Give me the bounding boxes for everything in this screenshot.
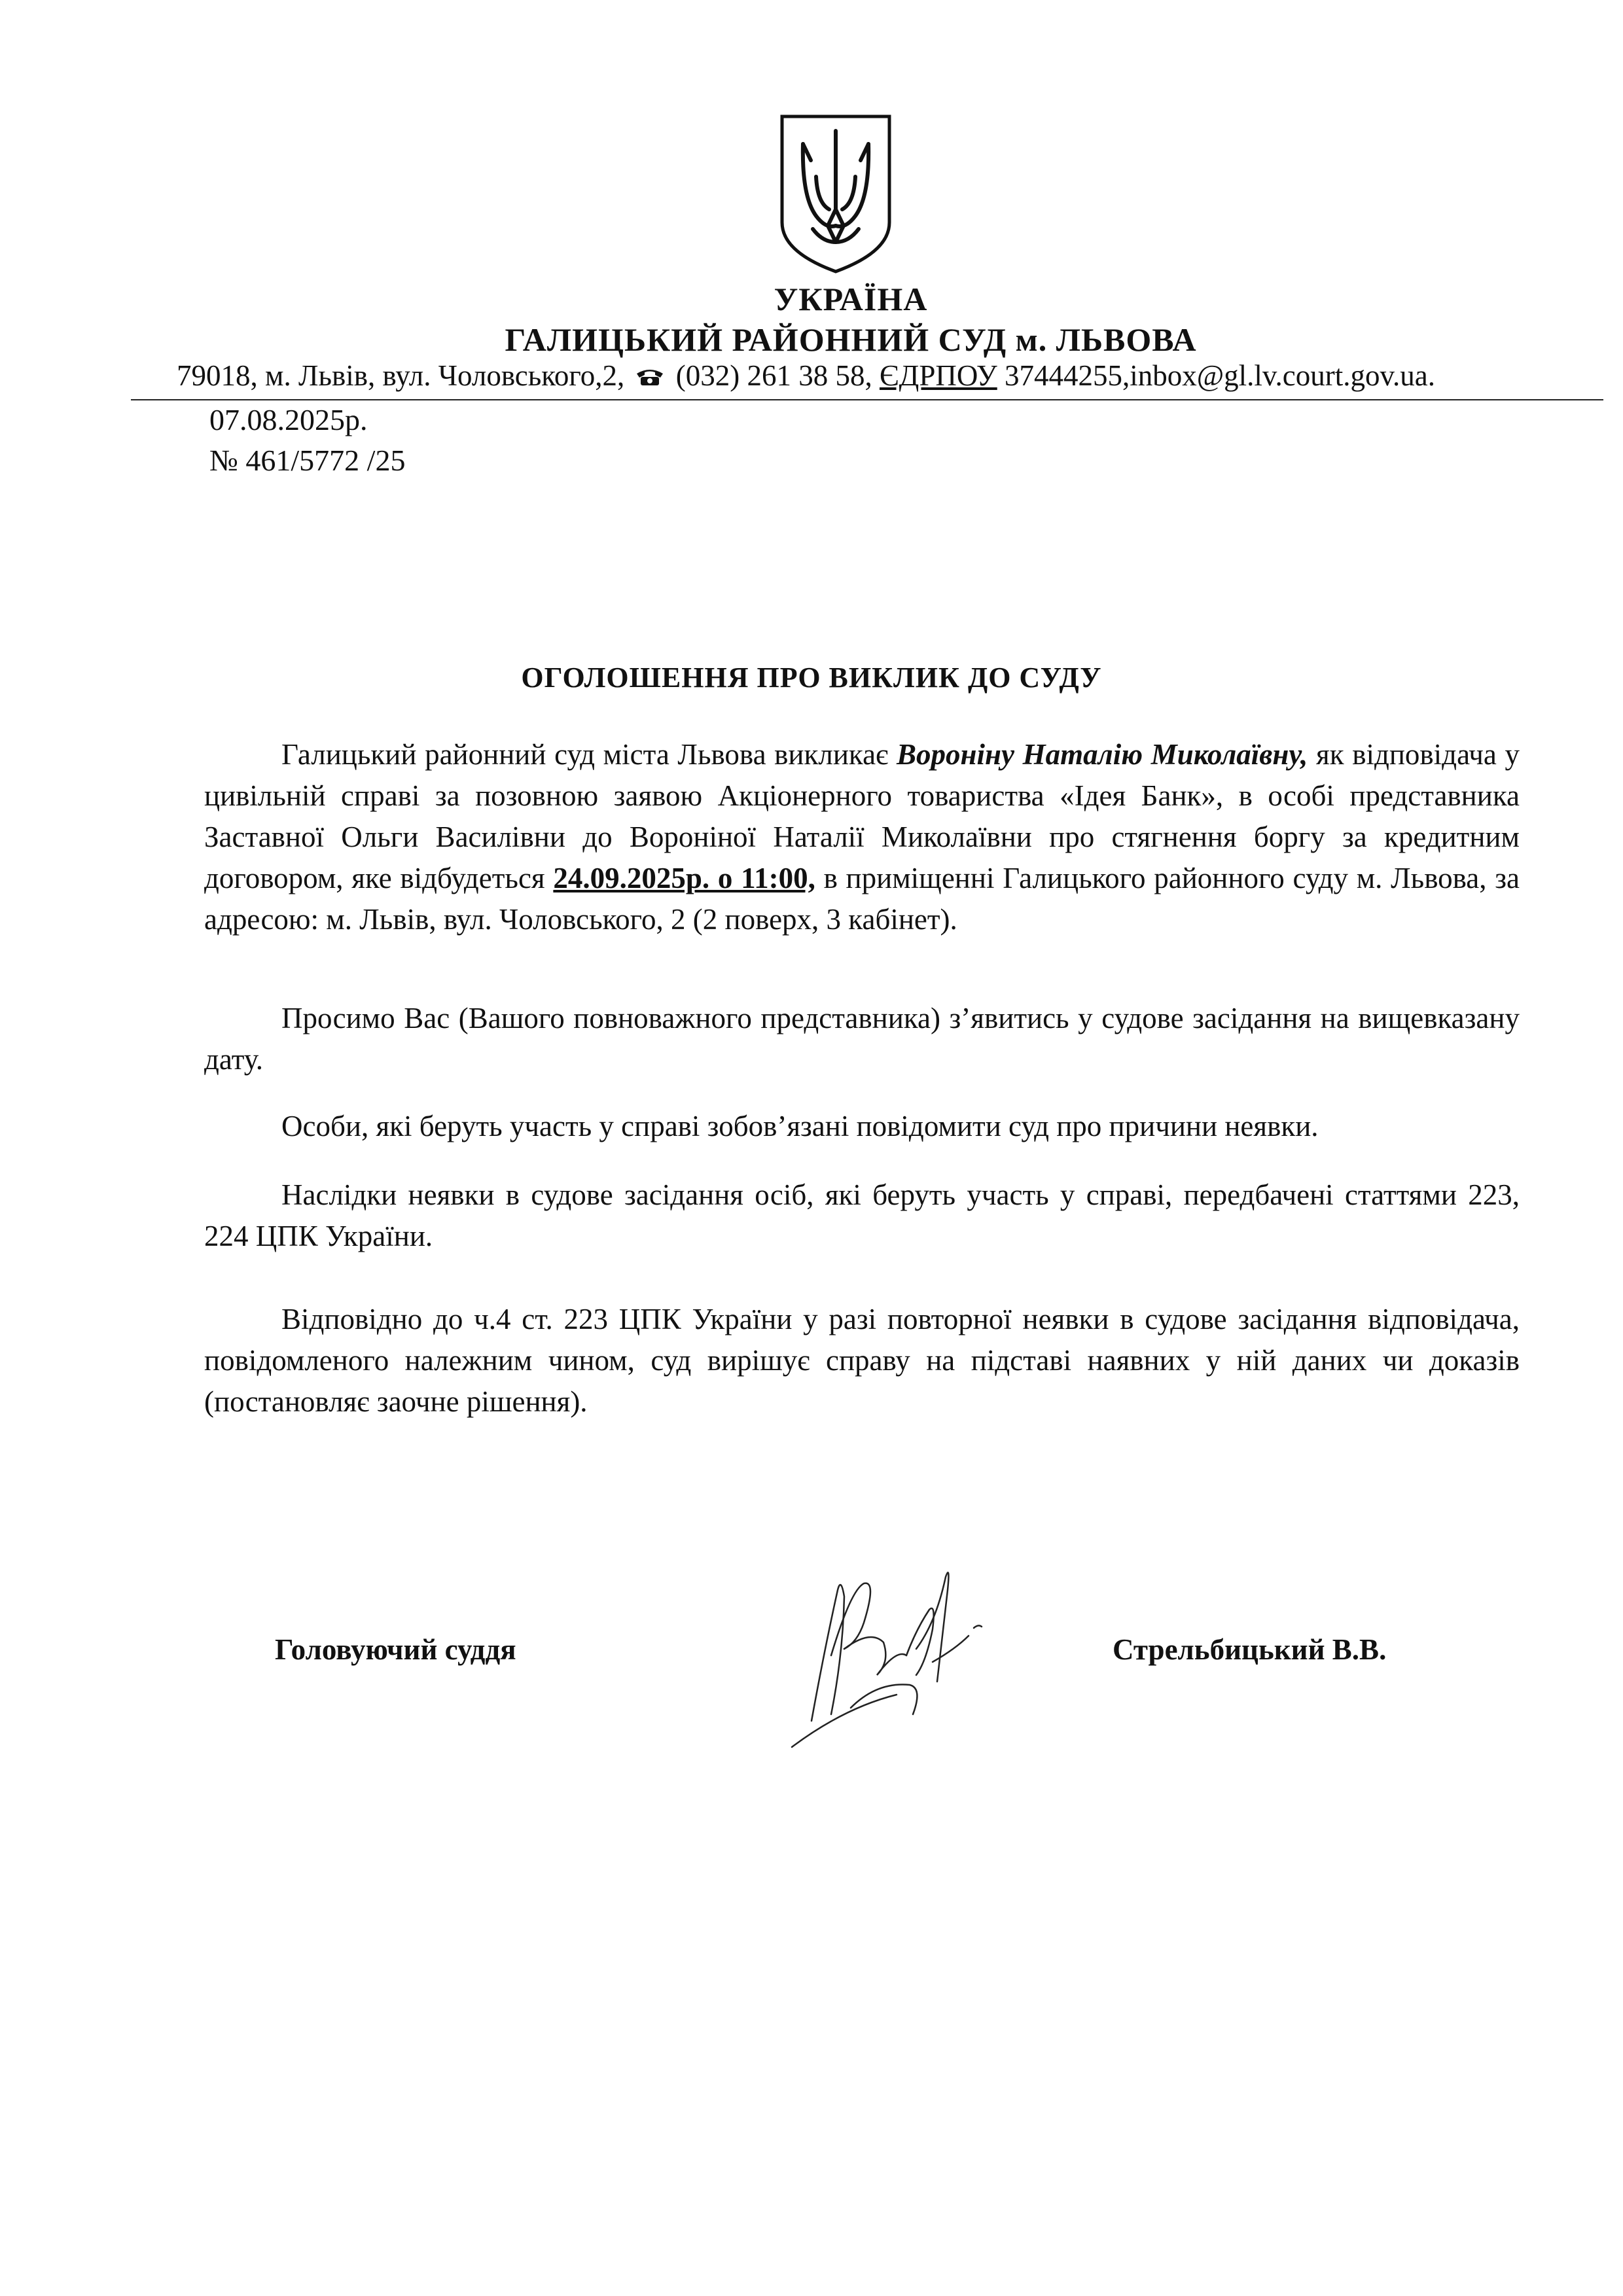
edrpou-and-email: 37444255,inbox@gl.lv.court.gov.ua.: [1004, 359, 1436, 392]
header-divider: [131, 399, 1603, 400]
handwritten-signature-icon: [766, 1551, 1001, 1767]
court-phone: (032) 261 38 58,: [675, 359, 872, 392]
p1-text-a: Галицький районний суд міста Львова викликає: [281, 738, 897, 771]
court-address-line: [177, 359, 1435, 393]
default-judgment-paragraph: [204, 1299, 1520, 1422]
summons-paragraph: [204, 734, 1520, 940]
trident-coat-of-arms-icon: [777, 111, 895, 275]
default-judgment-text: Відповідно до ч.4 ст. 223 ЦПК України у разі повторної неявки в судове засідання відповідача, повідомленого належним чином, суд вирішує справу на підставі наявних у ній даних чи доказів (постановляє заочне рішення).: [204, 1303, 1520, 1418]
country-heading: УКРАЇНА: [774, 281, 928, 317]
p1-text-b: як відповідача у цивільній справі за позовною заявою Акціонерного товариства «Ідея Банк», в особі представника Заставної Ольги Василівни до Вороніної Наталії Миколаївни про стягнення боргу за кредитним договором, яке відбудеться: [204, 738, 1520, 894]
telephone-icon: [635, 367, 664, 387]
request-text: Просимо Вас (Вашого повноважного представника) з’явитись у судове засідання на вищевказану дату.: [204, 1002, 1520, 1076]
request-paragraph: [204, 998, 1520, 1080]
p1-text-c: в приміщенні Галицького районного суду м. Львова, за адресою: м. Львів, вул. Чоловського, 2 (2 поверх, 3 кабінет).: [204, 862, 1520, 936]
consequences-paragraph: [204, 1174, 1520, 1257]
judge-name: Стрельбицький В.В.: [1113, 1633, 1387, 1666]
document-title: ОГОЛОШЕННЯ ПРО ВИКЛИК ДО СУДУ: [521, 662, 1102, 694]
hearing-datetime: 24.09.2025р. о 11:00,: [553, 862, 815, 894]
consequences-text: Наслідки неявки в судове засідання осіб, які беруть участь у справі, передбачені статтями 223, 224 ЦПК України.: [204, 1178, 1520, 1252]
case-number: № 461/5772 /25: [209, 444, 406, 477]
notice-paragraph: [204, 1106, 1520, 1147]
edrpou-label: ЄДРПОУ: [879, 359, 997, 392]
defendant-name: Вороніну Наталію Миколаївну,: [897, 738, 1308, 771]
court-name-heading: ГАЛИЦЬКИЙ РАЙОННИЙ СУД м. ЛЬВОВА: [505, 321, 1197, 358]
document-date: 07.08.2025р.: [209, 403, 368, 436]
notice-text: Особи, які беруть участь у справі зобов’язані повідомити суд про причини неявки.: [281, 1110, 1319, 1142]
judge-role: Головуючий суддя: [275, 1633, 516, 1666]
court-address: 79018, м. Львів, вул. Чоловського,2,: [177, 359, 625, 392]
